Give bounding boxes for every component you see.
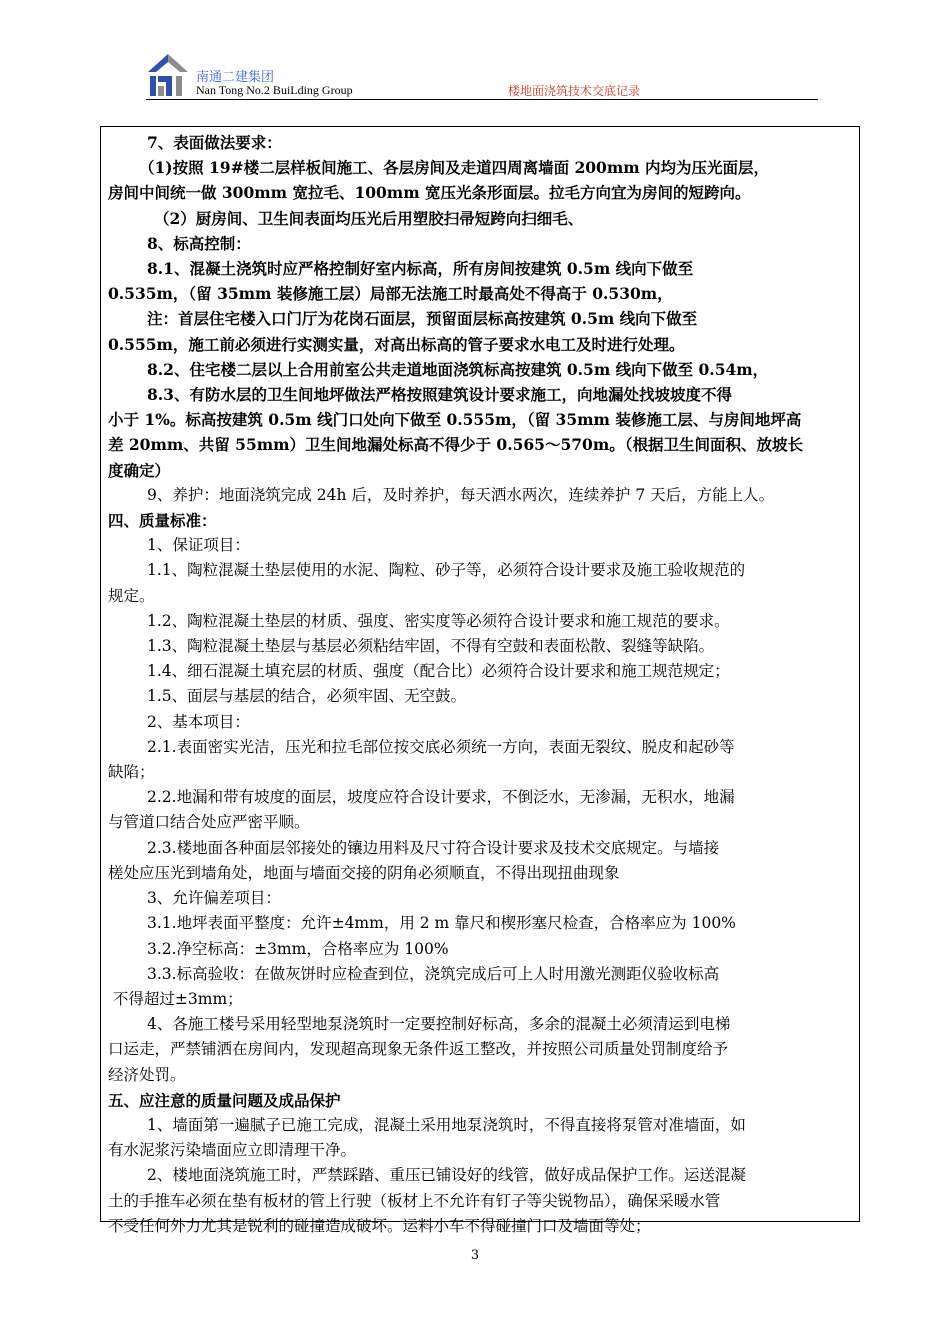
text-line: 3.1.地坪表面平整度：允许±4mm，用 2 m 靠尺和楔形塞尺检查，合格率应为 100% (147, 914, 736, 933)
text-line: 土的手推车必须在垫有板材的管上行驶（板材上不允许有钉子等尖锐物品），确保采暖水管 (108, 1191, 721, 1210)
company-logo-icon (146, 50, 190, 98)
text-line: 9、养护：地面浇筑完成 24h 后，及时养护，每天洒水两次，连续养护 7 天后，方能上人。 (147, 485, 775, 504)
text-line: 3.3.标高验收：在做灰饼时应检查到位，浇筑完成后可上人时用激光测距仪验收标高 (147, 964, 720, 983)
company-name-cn: 南通二建集团 (196, 70, 275, 85)
text-line: 0.555m，施工前必须进行实测实量，对高出标高的管子要求水电工及时进行处理。 (108, 334, 685, 354)
text-line: 1.1、陶粒混凝土垫层使用的水泥、陶粒、砂子等，必须符合设计要求及施工验收规范的 (147, 561, 746, 580)
text-line: 房间中间统一做 300mm 宽拉毛、100mm 宽压光条形面层。拉毛方向宜为房间的短跨向。 (108, 183, 751, 203)
text-line: （2）厨房间、卫生间表面均压光后用塑胶扫帚短跨向扫细毛、 (154, 208, 584, 228)
text-line: 7、表面做法要求： (147, 133, 282, 152)
text-line: 1.4、细石混凝土填充层的材质、强度（配合比）必须符合设计要求和施工规范规定； (147, 662, 730, 681)
text-line: 1.3、陶粒混凝土垫层与基层必须粘结牢固，不得有空鼓和表面松散、裂缝等缺陷。 (147, 637, 715, 656)
text-line: 2.1.表面密实光洁，压光和拉毛部位按交底必须统一方向，表面无裂纹、脱皮和起砂等 (147, 737, 735, 756)
text-line: 1.5、面层与基层的结合，必须牢固、无空鼓。 (147, 687, 467, 706)
text-line: 五、应注意的质量问题及成品保护 (108, 1090, 341, 1110)
text-line: 2、楼地面浇筑施工时，严禁踩踏、重压已铺设好的线管，做好成品保护工作。运送混凝 (147, 1166, 746, 1185)
text-line: 1、保证项目： (147, 536, 250, 555)
text-line: 规定。 (108, 586, 155, 605)
text-line: 度确定） (108, 460, 171, 480)
page-number: 3 (470, 1248, 480, 1263)
content-box (100, 126, 860, 1235)
text-line: 不得超过±3mm； (108, 989, 243, 1008)
document-title: 楼地面浇筑技术交底记录 (508, 84, 641, 98)
text-line: 缺陷； (108, 763, 155, 782)
text-line: 2.2.地漏和带有坡度的面层，坡度应符合设计要求，不倒泛水，无渗漏，无积水，地漏 (147, 788, 735, 807)
text-line: 注：首层住宅楼入口门厅为花岗石面层，预留面层标高按建筑 0.5m 线向下做至 (147, 309, 698, 329)
header-divider (146, 99, 818, 100)
text-line: 槎处应压光到墙角处，地面与墙面交接的阴角必须顺直，不得出现扭曲现象 (108, 863, 620, 882)
text-line: 3.2.净空标高：±3mm，合格率应为 100% (147, 939, 449, 958)
text-line: 0.535m，（留 35mm 装修施工层）局部无法施工时最高处不得高于 0.530m， (108, 284, 673, 304)
page-header (146, 50, 818, 100)
text-line: 有水泥浆污染墙面应立即清理干净。 (108, 1141, 357, 1160)
text-line: 8、标高控制： (147, 233, 251, 253)
text-line: 3、允许偏差项目： (147, 889, 281, 908)
text-line: 4、各施工楼号采用轻型地泵浇筑时一定要控制好标高，多余的混凝土必须清运到电梯 (147, 1015, 731, 1034)
text-line: 差 20mm、共留 55mm）卫生间地漏处标高不得少于 0.565～570m。（根据卫生间面积、放坡长 (108, 435, 803, 455)
text-line: 小于 1%。标高按建筑 0.5m 线门口处向下做至 0.555m，（留 35mm 装修施工层、与房间地坪高 (108, 410, 802, 430)
text-line: 不受任何外力尤其是锐利的碰撞造成破坏。运料小车不得碰撞门口及墙面等处； (108, 1216, 651, 1235)
text-line: （1)按照 19#楼二层样板间施工、各层房间及走道四周离墙面 200mm 内均为压光面层， (139, 158, 770, 178)
text-line: 1、墙面第一遍腻子已施工完成，混凝土采用地泵浇筑时，不得直接将泵管对准墙面，如 (147, 1115, 746, 1134)
text-line: 1.2、陶粒混凝土垫层的材质、强度、密实度等必须符合设计要求和施工规范的要求。 (147, 611, 730, 630)
text-line: 口运走，严禁铺洒在房间内，发现超高现象无条件返工整改，并按照公司质量处罚制度给予 (108, 1040, 729, 1059)
text-line: 四、质量标准： (108, 511, 217, 531)
text-line: 2.3.楼地面各种面层邻接处的镶边用料及尺寸符合设计要求及技术交底规定。与墙接 (147, 838, 720, 857)
text-line: 经济处罚。 (108, 1065, 186, 1084)
text-line: 2、基本项目： (147, 712, 250, 731)
text-line: 与管道口结合处应严密平顺。 (108, 813, 310, 832)
text-line: 8.1、混凝土浇筑时应严格控制好室内标高，所有房间按建筑 0.5m 线向下做至 (147, 259, 694, 279)
text-line: 8.3、有防水层的卫生间地坪做法严格按照建筑设计要求施工，向地漏处找坡坡度不得 (147, 385, 732, 405)
text-line: 8.2、住宅楼二层以上合用前室公共走道地面浇筑标高按建筑 0.5m 线向下做至 0.54m， (147, 359, 769, 379)
company-name-en: Nan Tong No.2 BuiLding Group (196, 83, 353, 97)
